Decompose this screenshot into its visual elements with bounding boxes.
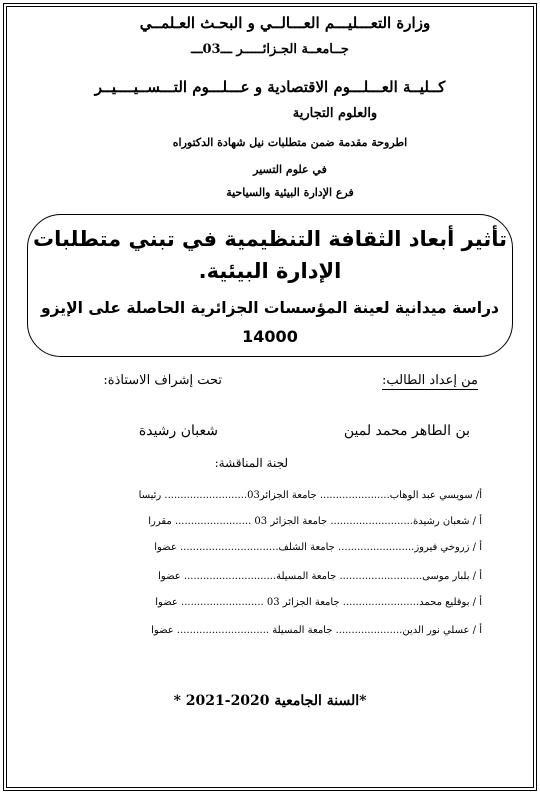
- ministry-heading: وزارة التعـــليـــم العـــالــي و البحـث العـلمــي: [139, 14, 431, 32]
- supervisor-name: شعبان رشيدة: [138, 423, 218, 439]
- committee-member: أ / بلبار موسى.......................... جامعة المسيلة............................. عضوا: [158, 571, 482, 582]
- branch: فرع الإدارة البيئية والسياحية: [226, 186, 354, 199]
- thesis-title-line-2: الإدارة البيئية.: [198, 259, 342, 283]
- committee-member: أ / بوقليع محمد........................ جامعة الجزائر 03 .......................... عضوا: [155, 597, 482, 608]
- university-heading: جــامعــة الجـزائـــــر ـــ03ـــ: [191, 42, 349, 57]
- faculty-heading-continued: والعلوم التجارية: [292, 106, 378, 121]
- committee-member: أ / شعبان رشيدة.......................... جامعة الجزائر 03 ........................ مقررا: [148, 516, 482, 527]
- iso-number: 14000: [242, 327, 298, 346]
- page-border-inner: [6, 6, 534, 788]
- committee-member: أ / عسلي نور الدين..................... جامعة المسيلة ............................. عضوا: [151, 625, 482, 636]
- student-label: من إعداد الطالب:: [381, 373, 478, 388]
- committee-member: أ / زروخي فيروز........................ جامعة الشلف............................... عضوا: [154, 542, 482, 553]
- committee-label: لجنة المناقشة:: [214, 456, 288, 470]
- thesis-title-line-1: تأثير أبعاد الثقافة التنظيمية في تبني متطلبات: [33, 227, 507, 251]
- thesis-title-box: [27, 214, 513, 357]
- supervisor-label: تحت إشراف الاستاذة:: [103, 373, 222, 388]
- student-name: بن الطاهر محمد لمين: [343, 423, 470, 439]
- academic-year: *السنة الجامعية 2020-2021 *: [173, 693, 367, 709]
- committee-member: أ/ سويسي عبد الوهاب...................... جامعة الجزائر03.......................... رئيسا: [138, 490, 482, 501]
- field-of-study: في علوم التسير: [253, 163, 327, 176]
- thesis-type: اطروحة مقدمة ضمن متطلبات نيل شهادة الدكتوراه: [172, 136, 408, 149]
- thesis-subtitle: دراسة ميدانية لعينة المؤسسات الجزائرية الحاصلة على الإيزو: [41, 299, 499, 317]
- faculty-heading: كــليــة العـــلـــوم الاقتصادية و عـــلـــوم التـــســيــــيــر: [94, 78, 446, 96]
